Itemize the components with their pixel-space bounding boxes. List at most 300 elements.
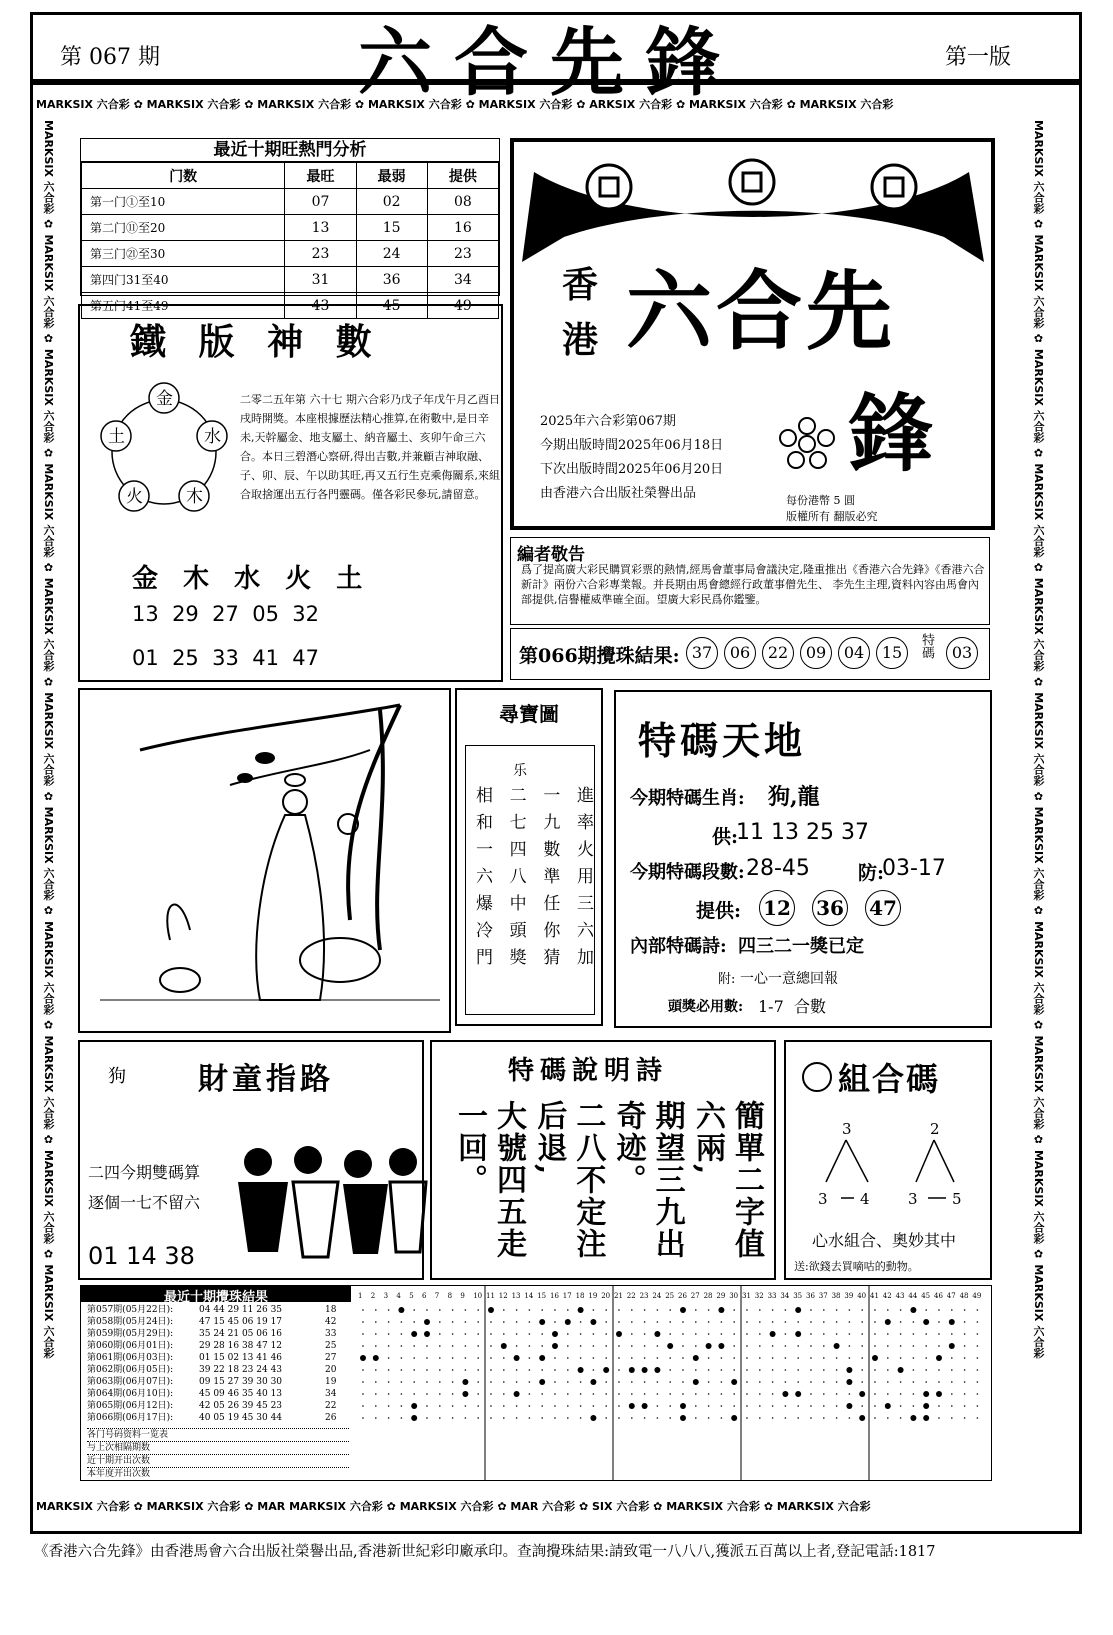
grid-dot <box>362 1393 364 1395</box>
grid-dot <box>490 1417 492 1419</box>
grid-dot <box>541 1405 543 1407</box>
grid-dot <box>746 1393 748 1395</box>
grid-dot <box>375 1405 377 1407</box>
list-item <box>87 1340 349 1352</box>
grid-dot <box>823 1417 825 1419</box>
grid-dot <box>490 1357 492 1359</box>
grid-dot <box>708 1393 710 1395</box>
table-row <box>82 215 499 241</box>
grid-dot <box>772 1357 774 1359</box>
hot-table-box <box>80 138 500 314</box>
grid-dot <box>529 1405 531 1407</box>
history-nums: 45 09 46 35 40 13 <box>199 1389 283 1399</box>
grid-dot <box>657 1393 659 1395</box>
grid-dot <box>900 1417 902 1419</box>
grid-dot <box>797 1405 799 1407</box>
grid-hit-mark <box>846 1379 852 1385</box>
grid-hit-mark <box>923 1319 929 1325</box>
grid-dot <box>977 1321 979 1323</box>
grid-dot <box>823 1405 825 1407</box>
grid-dot <box>887 1369 889 1371</box>
grid-dot <box>964 1405 966 1407</box>
grid-dot <box>541 1309 543 1311</box>
grid-col-number: 41 <box>870 1292 879 1300</box>
history-sp: 42 <box>325 1317 337 1327</box>
grid-dot <box>465 1369 467 1371</box>
grid-dot <box>631 1381 633 1383</box>
table-cell: 第五门41至49 <box>82 293 285 319</box>
grid-dot <box>452 1333 454 1335</box>
grid-col-number: 21 <box>614 1292 623 1300</box>
combo-triangles <box>796 1122 986 1212</box>
grid-dot <box>426 1393 428 1395</box>
grid-dot <box>836 1405 838 1407</box>
grid-dot <box>682 1369 684 1371</box>
grid-dot <box>849 1345 851 1347</box>
grid-dot <box>593 1405 595 1407</box>
grid-dot <box>721 1333 723 1335</box>
grid-hit-mark <box>923 1391 929 1397</box>
grid-dot <box>695 1417 697 1419</box>
grid-dot <box>567 1357 569 1359</box>
history-sp: 26 <box>325 1413 337 1423</box>
grid-dot <box>477 1369 479 1371</box>
grid-dot <box>708 1369 710 1371</box>
grid-dot <box>759 1345 761 1347</box>
grid-dot <box>913 1381 915 1383</box>
grid-dot <box>823 1357 825 1359</box>
grid-dot <box>759 1405 761 1407</box>
hot-table-head-cell: 最弱 <box>356 163 427 189</box>
tema-offer-ball: 12 <box>759 890 795 926</box>
history-label: 第062期(06月05日): <box>87 1365 174 1375</box>
wuxing-node-label: 金 <box>156 389 173 409</box>
grid-special-mark <box>629 1403 635 1409</box>
tri2-left: 3 <box>908 1190 918 1208</box>
table-cell: 23 <box>285 241 356 267</box>
treasure-columns <box>473 786 591 1006</box>
grid-hit-mark <box>859 1415 865 1421</box>
grid-dot <box>772 1417 774 1419</box>
grid-dot <box>823 1309 825 1311</box>
grid-hit-mark <box>501 1343 507 1349</box>
grid-dot <box>682 1345 684 1347</box>
grid-col-number: 47 <box>946 1292 956 1300</box>
wuxing-node-label: 水 <box>204 427 221 447</box>
grid-dot <box>644 1357 646 1359</box>
grid-dot <box>644 1393 646 1395</box>
grid-hit-mark <box>936 1391 942 1397</box>
grid-dot <box>861 1405 863 1407</box>
grid-dot <box>375 1381 377 1383</box>
grid-hit-mark <box>514 1391 520 1397</box>
cover-publisher: 由香港六合出版社榮譽出品 <box>540 486 697 501</box>
grid-special-mark <box>770 1331 776 1337</box>
grid-dot <box>465 1417 467 1419</box>
history-nums: 09 15 27 39 30 30 <box>199 1377 283 1387</box>
grid-dot <box>951 1369 953 1371</box>
grid-dot <box>977 1381 979 1383</box>
history-sp: 34 <box>325 1389 337 1399</box>
grid-special-mark <box>590 1379 596 1385</box>
grid-dot <box>785 1345 787 1347</box>
grid-dot <box>426 1309 428 1311</box>
grid-dot <box>682 1381 684 1383</box>
table-cell: 36 <box>356 267 427 293</box>
result-ball: 37 <box>686 637 718 669</box>
grid-dot <box>490 1345 492 1347</box>
hk-char-1: 香 <box>562 264 599 306</box>
poem-column: 簡單二字值六兩, <box>689 1100 764 1260</box>
grid-dot <box>529 1321 531 1323</box>
grid-hit-mark <box>910 1415 916 1421</box>
grid-dot <box>836 1381 838 1383</box>
grid-hit-mark <box>718 1343 724 1349</box>
grid-dot <box>426 1345 428 1347</box>
grid-col-number: 16 <box>550 1292 559 1300</box>
grid-dot <box>580 1393 582 1395</box>
grid-dot <box>887 1417 889 1419</box>
grid-dot <box>413 1393 415 1395</box>
grid-dot <box>977 1369 979 1371</box>
grid-dot <box>938 1417 940 1419</box>
grid-dot <box>925 1345 927 1347</box>
grid-dot <box>759 1321 761 1323</box>
grid-dot <box>823 1345 825 1347</box>
footer-text: 《香港六合先鋒》由香港馬會六合出版社榮譽出品,香港新世紀彩印廠承印。查詢攪珠結果:請致電一八八八,獲派五百萬以上者,登記電話:1817 <box>34 1544 936 1560</box>
grid-dot <box>465 1309 467 1311</box>
grid-dot <box>554 1369 556 1371</box>
grid-dot <box>605 1405 607 1407</box>
kids-illustration <box>228 1142 428 1272</box>
result-special-label: 特碼 <box>919 633 934 659</box>
grid-dot <box>362 1417 364 1419</box>
history-footer-row: 本年度开出次数 <box>87 1467 349 1480</box>
grid-dot <box>785 1321 787 1323</box>
grid-col-number: 33 <box>767 1292 777 1300</box>
grid-dot <box>900 1393 902 1395</box>
grid-dot <box>388 1357 390 1359</box>
grid-hit-mark <box>680 1403 686 1409</box>
grid-dot <box>465 1357 467 1359</box>
grid-dot <box>593 1333 595 1335</box>
grid-dot <box>874 1393 876 1395</box>
grid-dot <box>836 1369 838 1371</box>
grid-dot <box>810 1393 812 1395</box>
grid-dot <box>439 1381 441 1383</box>
grid-hit-mark <box>424 1319 430 1325</box>
history-label: 第060期(06月01日): <box>87 1341 174 1351</box>
lady-illustration <box>78 688 451 1033</box>
grid-special-mark <box>693 1355 699 1361</box>
grid-dot <box>439 1321 441 1323</box>
grid-col-number: 40 <box>857 1292 867 1300</box>
grid-dot <box>490 1333 492 1335</box>
grid-hit-mark <box>398 1307 404 1313</box>
grid-dot <box>516 1321 518 1323</box>
grid-dot <box>721 1393 723 1395</box>
grid-dot <box>861 1309 863 1311</box>
grid-dot <box>797 1417 799 1419</box>
grid-dot <box>964 1321 966 1323</box>
tema-supply-label: 供: <box>712 826 739 848</box>
tiebang-numbers-1: 13 29 27 05 32 <box>132 602 320 626</box>
grid-dot <box>849 1357 851 1359</box>
grid-dot <box>746 1417 748 1419</box>
caitong-animal: 狗 <box>108 1066 126 1087</box>
grid-dot <box>452 1393 454 1395</box>
grid-dot <box>669 1369 671 1371</box>
grid-dot <box>733 1369 735 1371</box>
grid-hit-mark <box>846 1403 852 1409</box>
grid-hit-mark <box>923 1403 929 1409</box>
grid-dot <box>375 1321 377 1323</box>
tema-poem: 四三二一獎已定 <box>738 936 864 957</box>
grid-dot <box>938 1321 940 1323</box>
grid-col-number: 25 <box>665 1292 675 1300</box>
grid-col-number: 15 <box>537 1292 547 1300</box>
wuxing-node-label: 土 <box>108 427 125 447</box>
grid-dot <box>669 1405 671 1407</box>
grid-dot <box>887 1333 889 1335</box>
grid-hit-mark <box>552 1343 558 1349</box>
table-cell: 43 <box>285 293 356 319</box>
grid-col-number: 46 <box>934 1292 943 1300</box>
grid-dot <box>836 1333 838 1335</box>
result-ball: 15 <box>876 637 908 669</box>
wuxing-diagram <box>94 380 234 530</box>
grid-dot <box>477 1321 479 1323</box>
grid-hit-mark <box>373 1355 379 1361</box>
grid-dot <box>810 1417 812 1419</box>
grid-dot <box>682 1357 684 1359</box>
grid-col-number: 42 <box>882 1292 892 1300</box>
grid-col-number: 35 <box>793 1292 803 1300</box>
grid-col-number: 7 <box>434 1292 440 1300</box>
hot-table-header <box>82 163 499 189</box>
grid-dot <box>849 1417 851 1419</box>
hot-table-title: 最近十期旺熱門分析 <box>81 139 499 162</box>
grid-dot <box>375 1369 377 1371</box>
grid-dot <box>759 1309 761 1311</box>
tri1-left: 3 <box>818 1190 828 1208</box>
grid-dot <box>695 1309 697 1311</box>
grid-dot <box>388 1393 390 1395</box>
grid-dot <box>529 1345 531 1347</box>
grid-col-number: 31 <box>742 1292 751 1300</box>
grid-dot <box>938 1405 940 1407</box>
grid-dot <box>631 1321 633 1323</box>
grid-dot <box>618 1381 620 1383</box>
grid-dot <box>861 1333 863 1335</box>
grid-dot <box>529 1417 531 1419</box>
grid-dot <box>913 1405 915 1407</box>
cover-price: 每份港幣 5 圓 <box>786 494 855 507</box>
grid-dot <box>362 1333 364 1335</box>
wuxing-node-label: 火 <box>126 487 143 507</box>
tema-zodiac: 狗,龍 <box>768 784 820 810</box>
grid-dot <box>426 1357 428 1359</box>
grid-col-number: 2 <box>370 1292 376 1300</box>
grid-dot <box>708 1381 710 1383</box>
grid-dot <box>644 1345 646 1347</box>
grid-dot <box>797 1369 799 1371</box>
grid-hit-mark <box>846 1367 852 1373</box>
grid-dot <box>362 1345 364 1347</box>
grid-dot <box>388 1333 390 1335</box>
grid-dot <box>861 1345 863 1347</box>
table-cell: 第四门31至40 <box>82 267 285 293</box>
grid-dot <box>567 1381 569 1383</box>
grid-hit-mark <box>680 1307 686 1313</box>
grid-dot <box>413 1357 415 1359</box>
grid-dot <box>605 1417 607 1419</box>
grid-dot <box>644 1381 646 1383</box>
history-nums: 04 44 29 11 26 35 <box>199 1305 283 1315</box>
grid-dot <box>541 1345 543 1347</box>
history-nums: 01 15 02 13 41 46 <box>199 1353 283 1363</box>
history-label: 第064期(06月10日): <box>87 1389 174 1399</box>
grid-dot <box>388 1345 390 1347</box>
issue-label: 第 067 期 <box>60 45 160 70</box>
grid-col-number: 12 <box>498 1292 508 1300</box>
grid-dot <box>772 1405 774 1407</box>
bottom-border-strip: MARKSIX 六合彩 ✿ MARKSIX 六合彩 ✿ MAR MARKSIX 六合彩 ✿ MARKSIX 六合彩 ✿ MAR 六合彩 ✿ SIX 六合彩 ✿ MARKSIX 六合彩 ✿ MARKSIX 六合彩 <box>36 1500 871 1513</box>
grid-col-number: 26 <box>678 1292 687 1300</box>
grid-col-number: 23 <box>639 1292 649 1300</box>
tema-title: 特碼天地 <box>638 718 807 763</box>
table-cell: 16 <box>427 215 498 241</box>
grid-dot <box>772 1321 774 1323</box>
grid-dot <box>375 1417 377 1419</box>
grid-dot <box>900 1345 902 1347</box>
grid-dot <box>733 1321 735 1323</box>
history-nums: 47 15 45 06 19 17 <box>199 1317 283 1327</box>
grid-dot <box>362 1369 364 1371</box>
grid-dot <box>951 1357 953 1359</box>
grid-hit-mark <box>706 1343 712 1349</box>
grid-hit-mark <box>795 1391 801 1397</box>
history-sp: 18 <box>325 1305 337 1315</box>
grid-dot <box>746 1333 748 1335</box>
grid-dot <box>580 1417 582 1419</box>
grid-dot <box>951 1417 953 1419</box>
table-cell: 23 <box>427 241 498 267</box>
treasure-column: 相和一六爆冷門 <box>472 786 492 975</box>
grid-dot <box>977 1405 979 1407</box>
grid-hit-mark <box>859 1391 865 1397</box>
tiebang-text: 二零二五年第 六十七 期六合彩乃戊子年戊午月乙酉日戌時開獎。本座根據歷法精心推算,在術數中,是日辛未,天幹屬金、地支屬土、納音屬土、亥卯午命三六合。本日三碧潛心察研,得出吉數,并兼顧吉神取融、子、卯、辰、午以助其旺,再又五行生克乘侮關系,來組合取捨運出五行各門靈碼。僅各彩民參玩,請留意。 <box>240 393 500 501</box>
grid-dot <box>452 1405 454 1407</box>
grid-dot <box>669 1381 671 1383</box>
grid-dot <box>644 1333 646 1335</box>
tema-box <box>614 690 992 1028</box>
grid-dot <box>746 1309 748 1311</box>
caitong-line1: 二四今期雙碼算 <box>88 1163 201 1182</box>
grid-dot <box>426 1381 428 1383</box>
grid-dot <box>708 1357 710 1359</box>
grid-col-number: 34 <box>780 1292 790 1300</box>
tema-supply: 11 13 25 37 <box>736 820 869 845</box>
grid-dot <box>772 1309 774 1311</box>
grid-dot <box>439 1393 441 1395</box>
grid-hit-mark <box>949 1319 955 1325</box>
grid-dot <box>733 1357 735 1359</box>
grid-col-number: 4 <box>396 1292 401 1300</box>
grid-hit-mark <box>411 1331 417 1337</box>
grid-dot <box>516 1381 518 1383</box>
result-balls <box>683 637 911 669</box>
grid-dot <box>631 1357 633 1359</box>
grid-dot <box>951 1309 953 1311</box>
history-label: 第066期(06月17日): <box>87 1413 174 1423</box>
grid-dot <box>503 1393 505 1395</box>
grid-col-number: 43 <box>895 1292 905 1300</box>
grid-dot <box>426 1369 428 1371</box>
grid-dot <box>580 1345 582 1347</box>
history-nums: 42 05 26 39 45 23 <box>199 1401 283 1411</box>
tema-zodiac-label: 今期特碼生肖: <box>630 788 745 809</box>
grid-hit-mark <box>795 1307 801 1313</box>
grid-hit-mark <box>565 1319 571 1325</box>
grid-dot <box>503 1333 505 1335</box>
grid-col-number: 5 <box>409 1292 414 1300</box>
cover-rights: 版權所有 翻版必究 <box>786 510 878 523</box>
notice-heading: 編者敬告 <box>517 545 585 565</box>
grid-col-number: 29 <box>716 1292 726 1300</box>
grid-dot <box>810 1381 812 1383</box>
grid-dot <box>925 1357 927 1359</box>
caitong-title: 財童指路 <box>198 1062 334 1097</box>
grid-dot <box>964 1393 966 1395</box>
tiebang-numbers-2: 01 25 33 41 47 <box>132 646 320 670</box>
result-special: 03 <box>946 637 978 669</box>
table-cell: 13 <box>285 215 356 241</box>
grid-dot <box>938 1333 940 1335</box>
grid-col-number: 44 <box>908 1292 918 1300</box>
grid-dot <box>465 1405 467 1407</box>
grid-dot <box>669 1333 671 1335</box>
grid-dot <box>887 1393 889 1395</box>
grid-hit-mark <box>898 1367 904 1373</box>
grid-dot <box>490 1321 492 1323</box>
wuxing-node-label: 木 <box>186 487 203 507</box>
grid-dot <box>823 1369 825 1371</box>
grid-col-number: 22 <box>626 1292 636 1300</box>
grid-dot <box>388 1309 390 1311</box>
grid-col-number: 18 <box>575 1292 585 1300</box>
treasure-column: 一九數準任你猜 <box>539 786 560 975</box>
grid-dot <box>503 1321 505 1323</box>
grid-dot <box>618 1393 620 1395</box>
grid-dot <box>618 1309 620 1311</box>
grid-dot <box>733 1393 735 1395</box>
grid-dot <box>900 1333 902 1335</box>
tema-segment-label: 今期特碼段數: <box>630 862 745 883</box>
grid-dot <box>823 1321 825 1323</box>
grid-dot <box>874 1309 876 1311</box>
grid-dot <box>503 1417 505 1419</box>
grid-dot <box>452 1369 454 1371</box>
lady-drawing <box>80 690 449 1031</box>
grid-dot <box>887 1357 889 1359</box>
grid-dot <box>977 1333 979 1335</box>
grid-hit-mark <box>910 1307 916 1313</box>
treasure-column: 進率火用三六加 <box>572 786 593 975</box>
grid-dot <box>401 1345 403 1347</box>
grid-dot <box>708 1333 710 1335</box>
grid-dot <box>759 1393 761 1395</box>
